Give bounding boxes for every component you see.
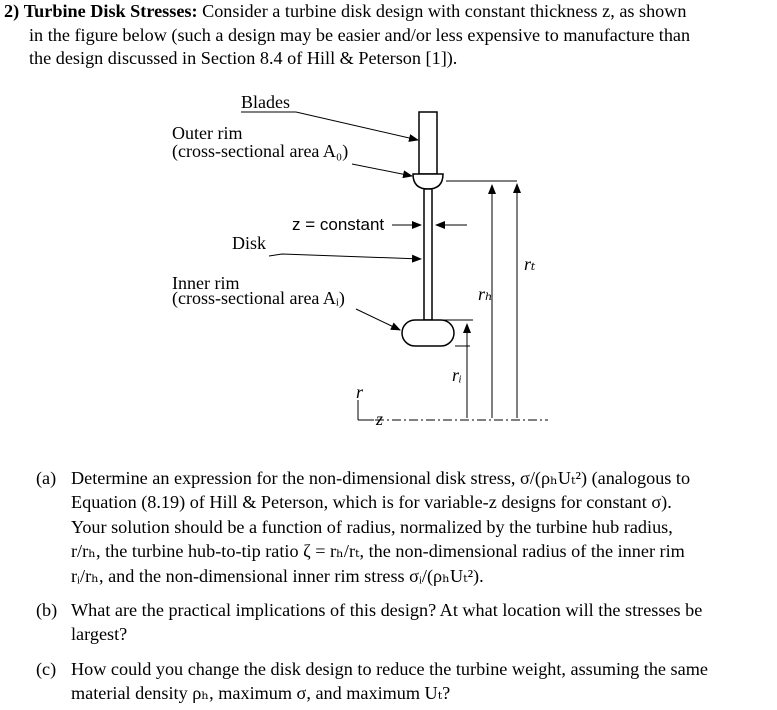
inner-rim-area-label: (cross-sectional area Aᵢ) [172, 288, 345, 308]
blade-shape [419, 112, 437, 174]
rt-label: rₜ [524, 254, 536, 274]
part-b-label: (b) [36, 600, 58, 621]
rh-label: rₕ [478, 284, 493, 304]
part-a-line-5: rᵢ/rₕ, and the non-dimensional inner rim stress σᵢ/(ρₕUₜ²). [71, 565, 484, 586]
inner-rim-shape [402, 320, 454, 346]
problem-number: 2) [4, 1, 20, 21]
part-c-line-1: How could you change the disk design to reduce the turbine weight, assuming the same [71, 658, 708, 679]
part-b-line-2: largest? [71, 624, 128, 645]
part-b [36, 598, 771, 647]
blades-label: Blades [241, 92, 290, 112]
blades-leader [241, 112, 418, 140]
outer-rim-label: Outer rim [172, 123, 243, 143]
outer-rim-leader [352, 164, 412, 176]
inner-rim-leader [356, 309, 400, 330]
outer-rim-area-label: (cross-sectional area A₀) [172, 141, 349, 161]
axis-z-label: z [376, 409, 384, 429]
part-a-line-2: Equation (8.19) of Hill & Peterson, which is for variable-z designs for constant σ). [71, 492, 672, 513]
part-a-line-4: r/rₕ, the turbine hub-to-tip ratio ζ = rₕ/rₜ, the non-dimensional radius of the inner rim [71, 541, 685, 562]
part-c-label: (c) [36, 658, 57, 679]
ri-label: rᵢ [452, 365, 462, 385]
part-a-line-1: Determine an expression for the non-dimensional disk stress, σ/(ρₕUₜ²) (analogous to [71, 468, 691, 488]
part-c-line-2: material density ρₕ, maximum σ, and maximum Uₜ? [71, 683, 451, 704]
axis-r-label: r [356, 382, 364, 402]
problem-title: Turbine Disk Stresses: [23, 1, 198, 21]
disk-shape [424, 189, 432, 320]
problem-intro-line-2: in the figure below (such a design may be easier and/or less expensive to manufacture than [29, 24, 691, 45]
problem-intro-line-3: the design discussed in Section 8.4 of Hill & Peterson [1]). [29, 48, 458, 68]
z-constant-label: z = constant [292, 215, 385, 234]
disk-leader [269, 254, 421, 259]
part-a-label: (a) [36, 468, 57, 488]
outer-rim-shape [413, 174, 443, 189]
part-c [36, 657, 771, 706]
question-parts [36, 466, 771, 706]
part-b-line-1: What are the practical implications of this design? At what location will the stresses be [71, 600, 703, 621]
part-a-line-3: Your solution should be a function of radius, normalized by the turbine hub radius, [71, 516, 673, 537]
disk-label: Disk [232, 233, 267, 253]
inner-rim-label: Inner rim [172, 273, 240, 293]
part-a [36, 466, 771, 588]
problem-intro-line-1: Consider a turbine disk design with constant thickness z, as shown [202, 1, 687, 21]
